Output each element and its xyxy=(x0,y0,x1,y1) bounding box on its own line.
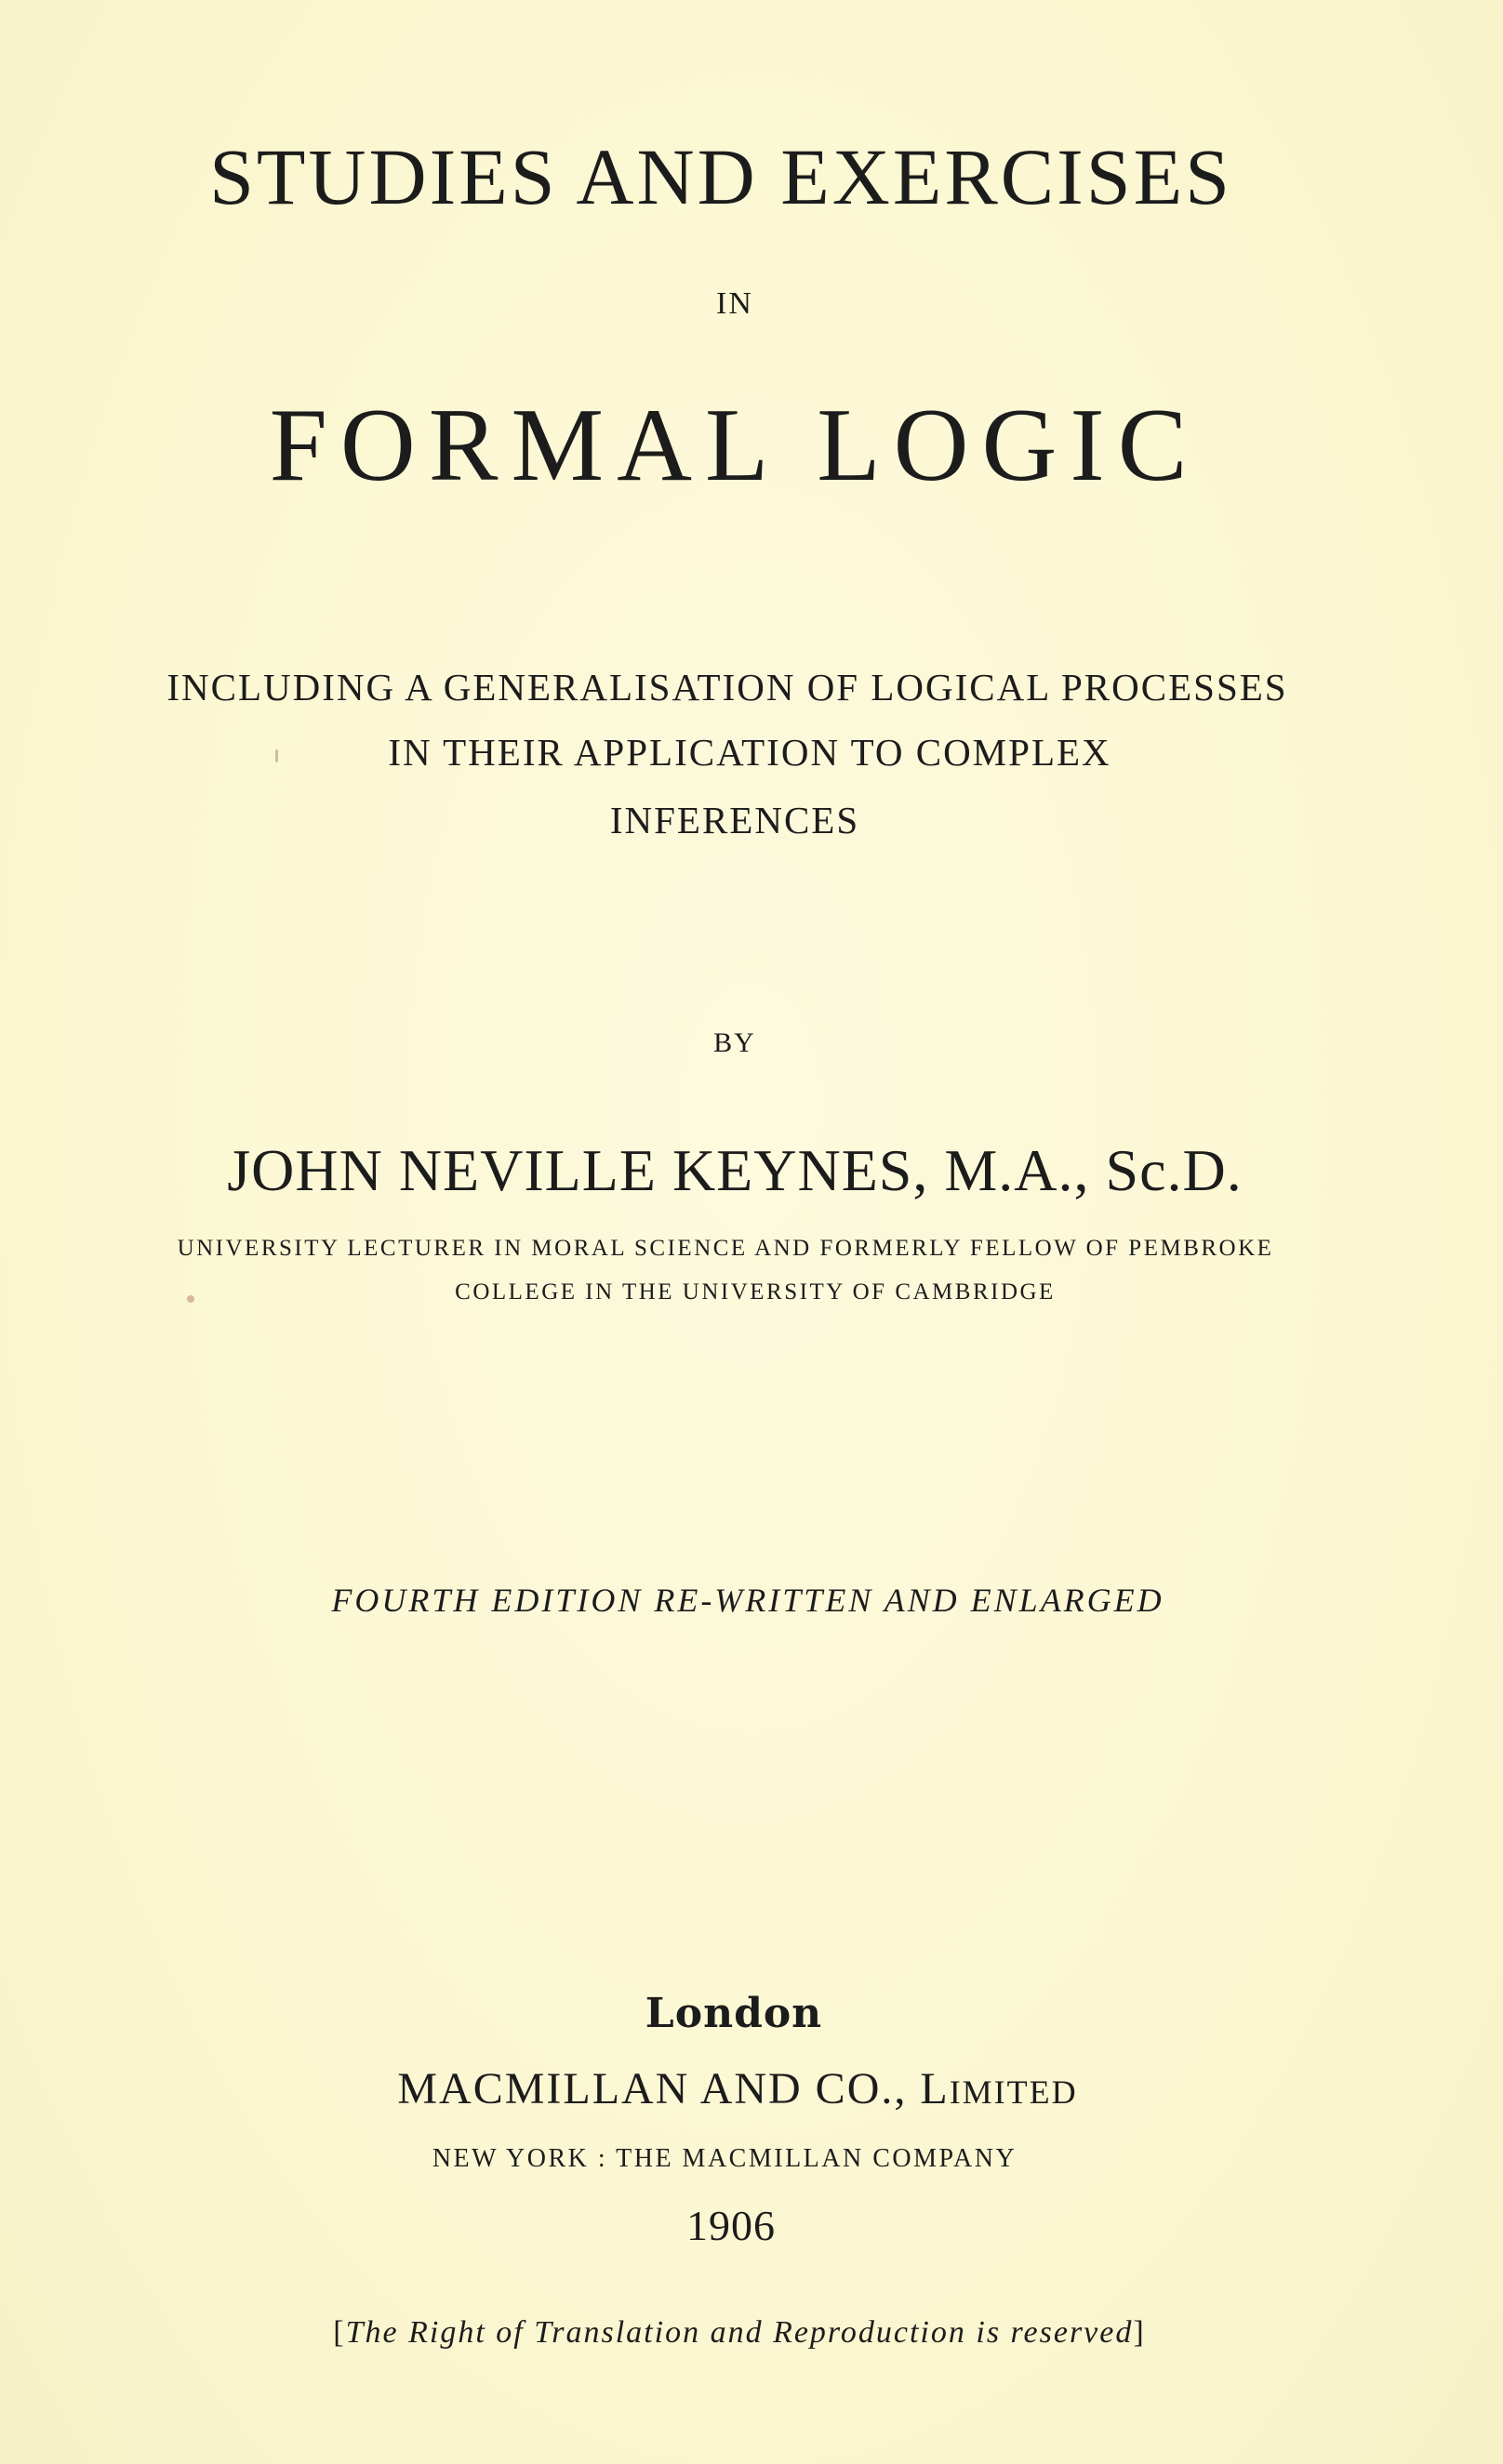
publisher-main: MACMILLAN AND CO., L xyxy=(397,2064,950,2113)
title-line-2: FORMAL LOGIC xyxy=(269,388,1201,503)
rights-notice xyxy=(0,2315,1491,2351)
rights-text: The Right of Translation and Reproduction is reserved xyxy=(345,2315,1134,2350)
title-line-1: STUDIES AND EXERCISES xyxy=(209,132,1232,221)
affiliation-line-1: UNIVERSITY LECTURER IN MORAL SCIENCE AND FORMERLY FELLOW OF PEMBROKE xyxy=(177,1236,1274,1261)
imprint-city: London xyxy=(645,1990,823,2037)
rights-close-bracket: ] xyxy=(1133,2315,1146,2350)
subtitle-line-3: INFERENCES xyxy=(609,799,860,841)
publication-year: 1906 xyxy=(686,2202,776,2249)
affiliation-line-2: COLLEGE IN THE UNIVERSITY OF CAMBRIDGE xyxy=(455,1279,1056,1305)
rights-open-bracket: [ xyxy=(333,2315,346,2350)
author-name: JOHN NEVILLE KEYNES, M.A., Sc.D. xyxy=(227,1137,1243,1203)
new-york-imprint: NEW YORK : THE MACMILLAN COMPANY xyxy=(432,2144,1018,2173)
edition-statement: FOURTH EDITION RE-WRITTEN AND ENLARGED xyxy=(331,1582,1164,1619)
paper-speck xyxy=(187,1295,194,1303)
by-label: BY xyxy=(713,1027,756,1058)
paper-speck xyxy=(275,749,278,762)
publisher-name xyxy=(0,2063,1489,2114)
title-connector-in: IN xyxy=(716,286,753,321)
subtitle-line-1: INCLUDING A GENERALISATION OF LOGICAL PROCESSES xyxy=(166,666,1288,709)
publisher-small-caps: IMITED xyxy=(949,2073,1078,2111)
subtitle-line-2: IN THEIR APPLICATION TO COMPLEX xyxy=(388,731,1111,774)
